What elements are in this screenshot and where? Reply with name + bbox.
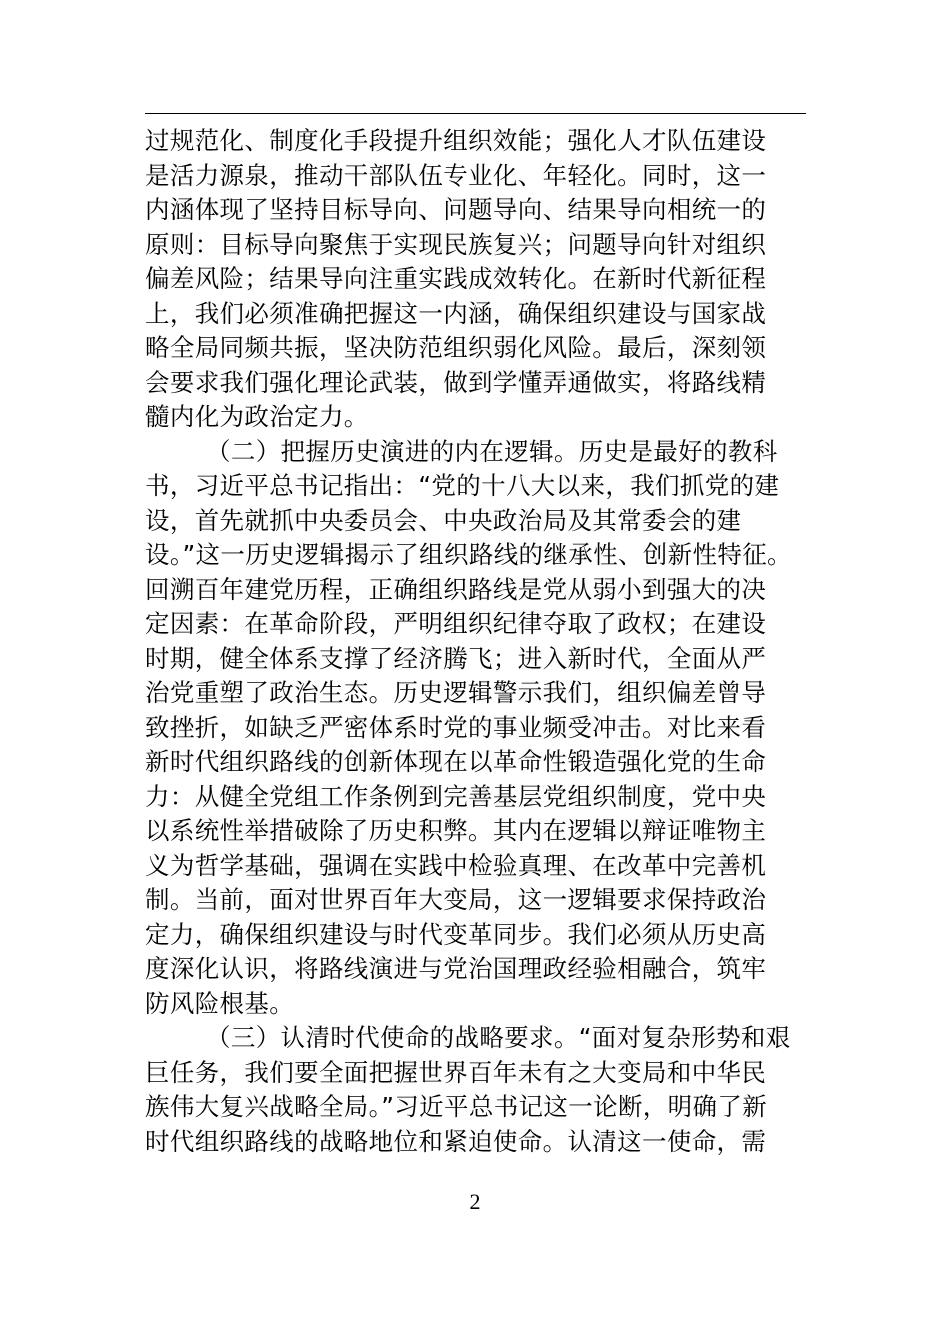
text-line: 是活力源泉，推动干部队伍专业化、年轻化。同时，这一	[145, 160, 767, 190]
text-line: 定因素：在革命阶段，严明组织纪律夺取了政权；在建设	[145, 609, 767, 638]
text-line: 巨任务，我们要全面把握世界百年未有之大变局和中华民	[145, 1057, 767, 1087]
text-line: 过规范化、制度化手段提升组织效能；强化人才队伍建设	[145, 126, 767, 155]
text-line: 族伟大复兴战略全局。”习近平总书记这一论断，明确了新	[145, 1092, 768, 1121]
text-line: 定力，确保组织建设与时代变革同步。我们必须从历史高	[145, 919, 767, 949]
page-number: 2	[469, 1189, 481, 1214]
text-line: 防风险根基。	[145, 988, 295, 1018]
text-line: 设。”这一历史逻辑揭示了组织路线的继承性、创新性特征。	[145, 540, 792, 569]
paragraph-first-line: （二）把握历史演进的内在逻辑。历史是最好的教科	[206, 436, 778, 466]
text-line: 以系统性举措破除了历史积弊。其内在逻辑以辩证唯物主	[145, 816, 767, 845]
text-line: 原则：目标导向聚焦于实现民族复兴；问题导向针对组织	[145, 229, 767, 259]
text-line: 义为哲学基础，强调在实践中检验真理、在改革中完善机	[145, 850, 767, 880]
text-line: 内涵体现了坚持目标导向、问题导向、结果导向相统一的	[145, 195, 767, 224]
text-line: 设，首先就抓中央委员会、中央政治局及其常委会的建	[145, 505, 742, 535]
text-line: 新时代组织路线的创新体现在以革命性锻造强化党的生命	[145, 747, 767, 776]
text-line: 治党重塑了政治生态。历史逻辑警示我们，组织偏差曾导	[145, 678, 767, 707]
body-text	[145, 124, 809, 1159]
text-line: 时代组织路线的战略地位和紧迫使命。认清这一使命，需	[145, 1126, 767, 1156]
text-line: 回溯百年建党历程，正确组织路线是党从弱小到强大的决	[145, 574, 767, 604]
text-line: 书，习近平总书记指出：“党的十八大以来，我们抓党的建	[145, 471, 780, 500]
text-line: 偏差风险；结果导向注重实践成效转化。在新时代新征程	[145, 264, 767, 293]
text-line: 略全局同频共振，坚决防范组织弱化风险。最后，深刻领	[145, 333, 767, 362]
text-line: 制。当前，面对世界百年大变局，这一逻辑要求保持政治	[145, 885, 767, 914]
text-line: 致挫折，如缺乏严密体系时党的事业频受冲击。对比来看	[145, 712, 767, 742]
text-line: 力：从健全党组工作条例到完善基层党组织制度，党中央	[145, 781, 767, 811]
text-line: 髓内化为政治定力。	[145, 402, 369, 431]
header-rule	[145, 113, 806, 114]
text-line: 上，我们必须准确把握这一内涵，确保组织建设与国家战	[145, 298, 767, 328]
text-line: 度深化认识，将路线演进与党治国理政经验相融合，筑牢	[145, 954, 767, 983]
text-line: 时期，健全体系支撑了经济腾飞；进入新时代，全面从严	[145, 643, 767, 673]
text-line: 会要求我们强化理论武装，做到学懂弄通做实，将路线精	[145, 367, 767, 397]
paragraph-first-line: （三）认清时代使命的战略要求。“面对复杂形势和艰	[206, 1023, 791, 1052]
